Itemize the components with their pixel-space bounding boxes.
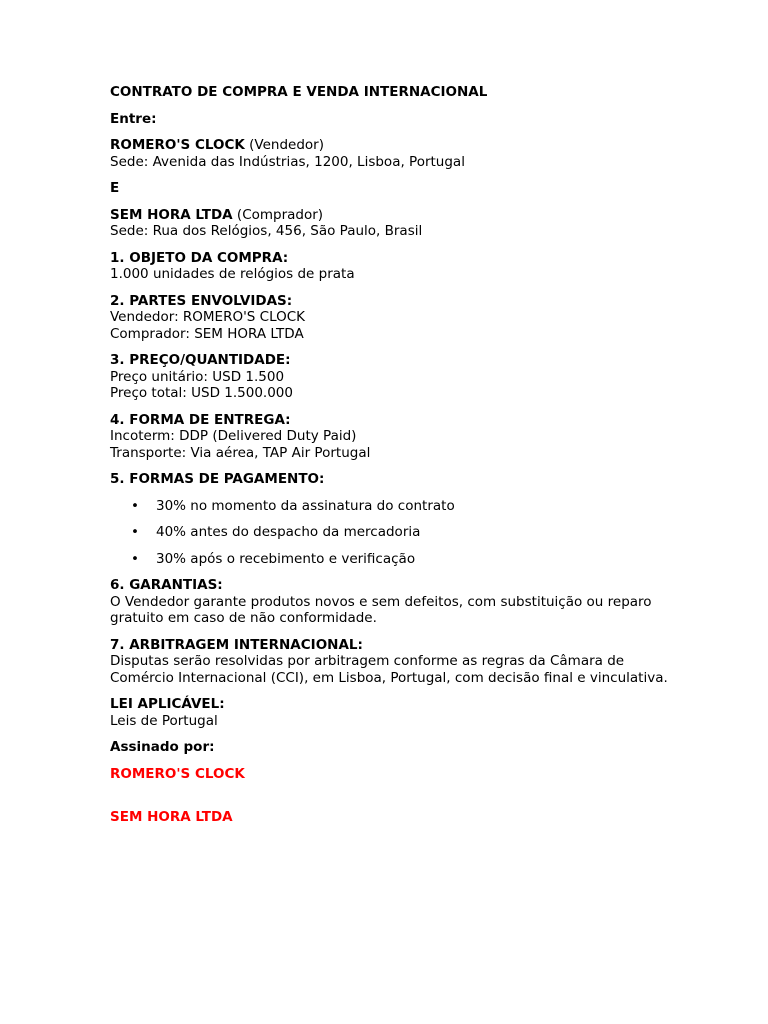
- section-line: Transporte: Via aérea, TAP Air Portugal: [110, 444, 371, 461]
- contract-document: [110, 84, 670, 826]
- section-heading: 7. ARBITRAGEM INTERNACIONAL:: [110, 636, 363, 653]
- section-heading: 6. GARANTIAS:: [110, 577, 223, 593]
- section-object: [110, 250, 670, 283]
- section-line: Comprador: SEM HORA LTDA: [110, 325, 304, 342]
- bullet-icon: •: [131, 497, 139, 514]
- payment-list: [110, 498, 670, 568]
- section-line: Vendedor: ROMERO'S CLOCK: [110, 309, 306, 325]
- section-text: Disputas serão resolvidas por arbitragem conforme as regras da Câmara de Comércio Internacional (CCI), em Lisboa, Portugal, com decisão final e vinculativa.: [110, 653, 668, 686]
- buyer-name: SEM HORA LTDA: [110, 206, 233, 223]
- document-title: CONTRATO DE COMPRA E VENDA INTERNACIONAL: [110, 84, 488, 100]
- section-law: [110, 696, 670, 729]
- section-heading: 3. PREÇO/QUANTIDADE:: [110, 352, 291, 368]
- seller-name: ROMERO'S CLOCK: [110, 137, 245, 153]
- bullet-icon: •: [131, 524, 139, 540]
- section-line: Preço total: USD 1.500.000: [110, 385, 293, 401]
- section-delivery: [110, 412, 670, 462]
- buyer-role: (Comprador): [232, 206, 324, 223]
- signature-buyer: SEM HORA LTDA: [110, 809, 233, 825]
- bullet-icon: •: [131, 550, 139, 567]
- between-label: Entre:: [110, 110, 157, 127]
- section-line: 1.000 unidades de relógios de prata: [110, 266, 355, 282]
- seller-role: (Vendedor): [244, 137, 324, 153]
- section-line: Preço unitário: USD 1.500: [110, 368, 285, 385]
- signed-by-label: Assinado por:: [110, 739, 215, 755]
- list-item-text: 40% antes do despacho da mercadoria: [156, 524, 421, 540]
- list-item: [110, 498, 670, 515]
- section-price: [110, 352, 670, 402]
- list-item-text: 30% no momento da assinatura do contrato: [156, 497, 455, 514]
- section-warranty: [110, 577, 670, 627]
- section-heading: LEI APLICÁVEL:: [110, 696, 225, 712]
- and-label: E: [110, 180, 120, 196]
- section-line: Incoterm: DDP (Delivered Duty Paid): [110, 428, 357, 444]
- section-arbitration: [110, 637, 670, 687]
- list-item: [110, 551, 670, 568]
- signature-seller: ROMERO'S CLOCK: [110, 765, 245, 782]
- section-heading: 2. PARTES ENVOLVIDAS:: [110, 292, 293, 309]
- section-heading: 4. FORMA DE ENTREGA:: [110, 411, 291, 428]
- section-heading: 1. OBJETO DA COMPRA:: [110, 249, 289, 266]
- list-item-text: 30% após o recebimento e verificação: [156, 550, 416, 567]
- buyer-block: [110, 207, 670, 240]
- buyer-address: Sede: Rua dos Relógios, 456, São Paulo, Brasil: [110, 223, 423, 239]
- section-text: O Vendedor garante produtos novos e sem defeitos, com substituição ou reparo gratuito em caso de não conformidade.: [110, 593, 652, 626]
- section-parties: [110, 293, 670, 343]
- seller-line: [110, 137, 670, 154]
- seller-block: [110, 137, 670, 170]
- seller-address: Sede: Avenida das Indústrias, 1200, Lisboa, Portugal: [110, 153, 465, 170]
- section-payment-heading: 5. FORMAS DE PAGAMENTO:: [110, 471, 325, 487]
- list-item: [110, 524, 670, 541]
- buyer-line: [110, 207, 670, 224]
- section-line: Leis de Portugal: [110, 712, 218, 729]
